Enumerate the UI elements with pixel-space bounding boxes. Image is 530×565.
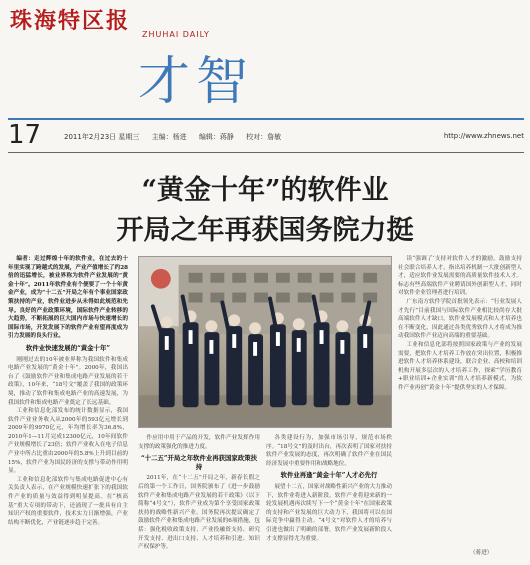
- article-column-right: [398, 255, 522, 555]
- news-photo-students: [138, 256, 392, 428]
- subheading-talent-first: 软件业再逢“黄金十年”人才必先行: [280, 471, 378, 480]
- paragraph: 广东南方软件学院首批领先表示：“行业发展人才先行”目前我国与国际软件产业相比较尚存大批高端软件人才缺口，软件业发展模式和人才培养也在不断变化，因此通过各类优秀软件人才将成为推动我国软件产业迈向高端的重要基础。: [398, 298, 522, 340]
- section-divider: [8, 118, 524, 120]
- paragraph: 刚刚过去的10年被业界称为我国软件和集成电路产业发展的“黄金十年”。2000年，我国出台了《鼓励软件产业和集成电路产业发展的若干政策》，10年来，“18号文”覆盖了我国的政策环境，推动了软件和集成电路产业的高速发展，为我国软件和集成电路产业奠定了长远基础。: [8, 356, 128, 406]
- editor-note: 编者：走过辉煌十年的软件业，在过去的十年里实现了跨越式的发展，产业产值增长了约28倍的迅猛增长，被业界称为软件产业发展的“黄金十年”。2011年软件业有个便要了一个十年黄金产业，成为“十二五”开局之年有个事业国家政策扶持的产业，软件业进步从未得如此规范和先导。良好的产业政策环境，国际软件产业转移的大趋势，不断拓展的巨大国内市场与快速增长的国际市场，开发发展下的软件产业有望再度成为引力发展的良头行业。: [8, 256, 128, 340]
- article-column-middle-2: [266, 434, 392, 554]
- paragraph: 2011年，在“十二五”开局之年，新春长假之后的第一个工作日，国务院颁布了《进一步鼓励软件产业和集成电路产业发展的若干政策》（以下简称“4号文”），软件产业成为第个享受国家政策扶持的战略性新兴产业。国务院再次提议确定了鼓励软件产业和集成电路产业发展的6项措施，包括：强化税收政策支持、产业投融资支持、研究开发支持、进出口支持、人才培养和引进、知识产权保护等。: [138, 475, 260, 551]
- proofreader: 校对：詹敏: [246, 133, 282, 141]
- page-number: 17: [8, 120, 42, 150]
- paragraph: 作应用中用于产品的开发，软件产业发挥作用支撑的政策强化的推进力度。: [138, 435, 260, 450]
- paragraph: 各类建设行为，加强市场引导，规范市场秩序。“18号文”的及时出台，再次表明了国家对扶持软件产业发展的态度，再次明确了软件产业在国民经济发展中重要作用和战略地位。: [266, 435, 392, 467]
- website-url[interactable]: http://www.zhnews.net: [443, 132, 524, 140]
- paragraph: 展望十二五，国家对战略性新兴产业的大力推动下，软件业将进入新阶段。软件产业将迎来新的一轮发展机遇再次续写下一个“黄金十年”在国家政策的支持和产业发展的巨大动力下，我国将可以在国际竞争中赢得主动。“4号文”对软件人才的培养与引进也做出了明确的部署，软件产业发展新阶段人才支撑显得尤为重要。: [266, 483, 392, 542]
- paragraph: 工业和信息化部发布的统计数据显示，我国软件产业业务收入从2000年的593亿元增长到2009年的9970亿元，年均增长率为36.8%，2010年1—11月完成12300亿元，10年间软件产业规模增长了23倍；软件产业收入在电子信息产业中所占比重由2000年的5.8%上升到目前的15%，软件产业为国民经济的支撑与带动作用明显。: [8, 408, 128, 475]
- info-bar: [8, 120, 524, 152]
- masthead: [6, 4, 306, 44]
- newspaper-name: 珠海特区报: [10, 8, 131, 34]
- headline-line-2: 开局之年再获国务院力挺: [116, 215, 414, 246]
- subheading-policy-support: “十二五”开局之年软件业再获国家政策扶持: [141, 454, 257, 471]
- paragraph: 工业和信息化部将按照国家政策与产业的发展需要，把软件人才培养工作放在突出位置，积极推进软件人才培养体系建设，联合企业、高校和培训机构开展多层次的人才培养工作，探索“学历教育+职业培训+企业实训”的人才培养新模式，为软件产业再创“黄金十年”提供坚实的人才保障。: [398, 341, 522, 391]
- issue-date: 2011年2月23日 星期三: [64, 133, 140, 141]
- article-column-left: [8, 255, 128, 555]
- header-rule: [8, 152, 524, 153]
- chief-editor: 主编：杨进: [151, 133, 187, 141]
- headline-line-1: “黄金十年”的软件业: [141, 175, 389, 206]
- paragraph: 工业和信息化部软件与集成电路促进中心有关负责人表示，在产业规模快速扩张下的我国软件产业的质量与效益得到明显提高。在“核高基”重大专项的带动下，还涌现了一批具有自主知识产权的重要软件，技术实力日渐增强，产业结构不断优化，产业链逐步趋于完善。: [8, 476, 128, 526]
- duty-editor: 编辑：蒋静: [198, 133, 234, 141]
- subheading-golden-decade: 软件业快速发展的“黄金十年”: [25, 343, 111, 352]
- issue-meta: [64, 132, 291, 142]
- section-title: 才智: [138, 52, 255, 112]
- newspaper-name-english: ZHUHAI DAILY: [142, 30, 210, 39]
- author-signoff: （蒋进）: [470, 550, 493, 556]
- paragraph: 读“强调了‘支持对软件人才的激励，鼓励支持社会联合培养人才，指出培养机制一大批创新型人才，适应软件业发展需要的高质量软件技术人才。标志有些高端软件产业聘请国外创新型人才，同时对软件企业管理者进行培训。: [398, 256, 522, 297]
- photo-illustration: [139, 257, 391, 427]
- article-column-middle-1: [138, 434, 260, 554]
